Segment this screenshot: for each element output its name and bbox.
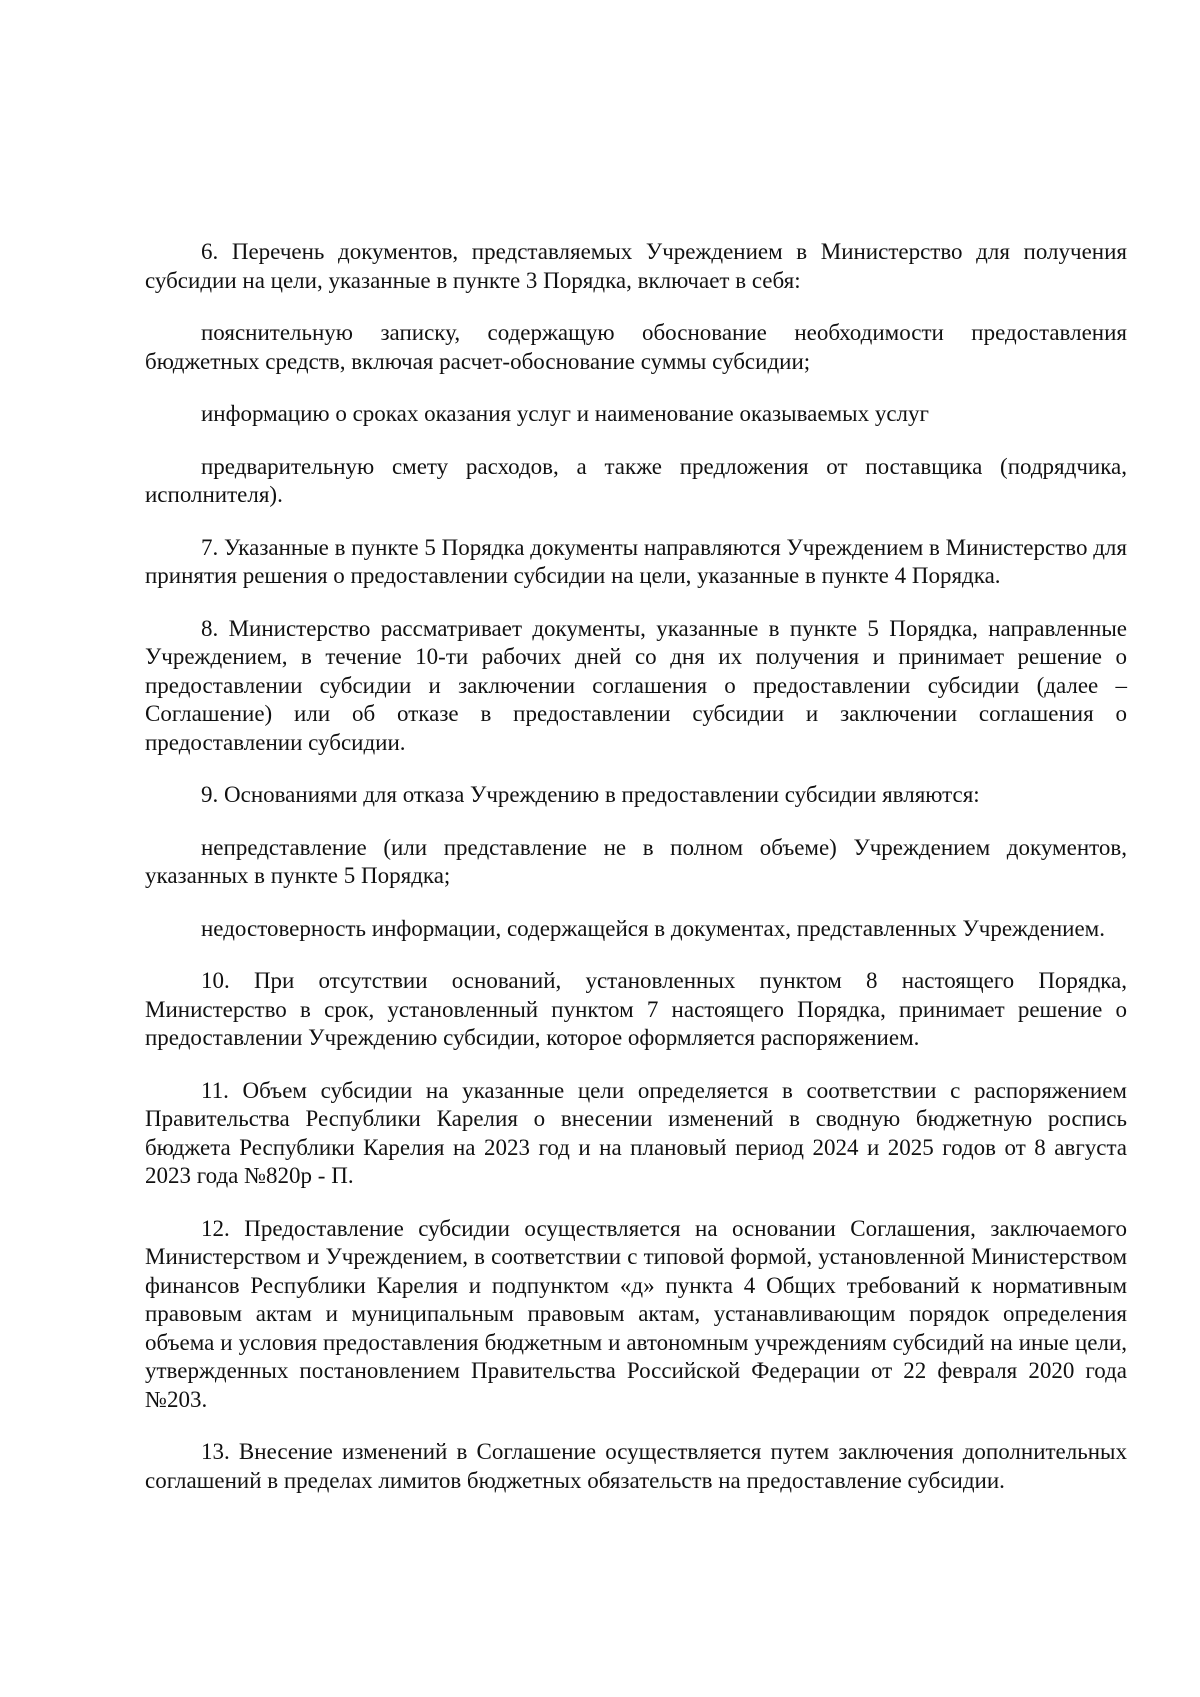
paragraph-13: 13. Внесение изменений в Соглашение осуществляется путем заключения дополнительных соглашений в пределах лимитов бюджетных обязательств на предоставление субсидии. [145, 1439, 1127, 1493]
paragraph-12: 12. Предоставление субсидии осуществляется на основании Соглашения, заключаемого Министерством и Учреждением, в соответствии с типовой формой, установленной Министерством финансов Республики Карелия и подпунктом «д» пункта 4 Общих требований к нормативным правовым актам и муниципальным правовым актам, устанавливающим порядок определения объема и условия предоставления бюджетным и автономным учреждениям субсидий на иные цели, утвержденных постановлением Правительства Российской Федерации от 22 февраля 2020 года №203. [145, 1215, 1127, 1412]
paragraph-unreliable-info: недостоверность информации, содержащейся в документах, представленных Учреждением. [201, 915, 1105, 941]
paragraph-7: 7. Указанные в пункте 5 Порядка документы направляются Учреждением в Министерство для принятия решения о предоставлении субсидии на цели, указанные в пункте 4 Порядка. [145, 534, 1127, 588]
document-page [145, 238, 1127, 1519]
paragraph-service-terms: информацию о сроках оказания услуг и наименование оказываемых услуг [201, 401, 929, 426]
paragraph-10: 10. При отсутствии оснований, установленных пунктом 8 настоящего Порядка, Министерство в срок, установленный пунктом 7 настоящего Порядка, принимает решение о предоставлении Учреждению субсидии, которое оформляется распоряжением. [145, 968, 1127, 1050]
paragraph-non-submission: непредставление (или представление не в полном объеме) Учреждением документов, указанных в пункте 5 Порядка; [145, 834, 1127, 888]
paragraph-6: 6. Перечень документов, представляемых Учреждением в Министерство для получения субсидии на цели, указанные в пункте 3 Порядка, включает в себя: [145, 239, 1127, 293]
paragraph-9: 9. Основаниями для отказа Учреждению в предоставлении субсидии являются: [201, 782, 980, 807]
paragraph-11: 11. Объем субсидии на указанные цели определяется в соответствии с распоряжением Правительства Республики Карелия о внесении изменений в сводную бюджетную роспись бюджета Республики Карелия на 2023 год и на плановый период 2024 и 2025 годов от 8 августа 2023 года №820р - П. [145, 1077, 1127, 1188]
paragraph-8: 8. Министерство рассматривает документы, указанные в пункте 5 Порядка, направленные Учреждением, в течение 10-ти рабочих дней со дня их получения и принимает решение о предоставлении субсидии и заключении соглашения о предоставлении субсидии (далее – Соглашение) или об отказе в предоставлении субсидии и заключении соглашения о предоставлении субсидии. [145, 615, 1127, 755]
paragraph-explanatory-note: пояснительную записку, содержащую обоснование необходимости предоставления бюджетных средств, включая расчет-обоснование суммы субсидии; [145, 320, 1127, 374]
paragraph-cost-estimate: предварительную смету расходов, а также предложения от поставщика (подрядчика, исполнителя). [145, 453, 1127, 507]
